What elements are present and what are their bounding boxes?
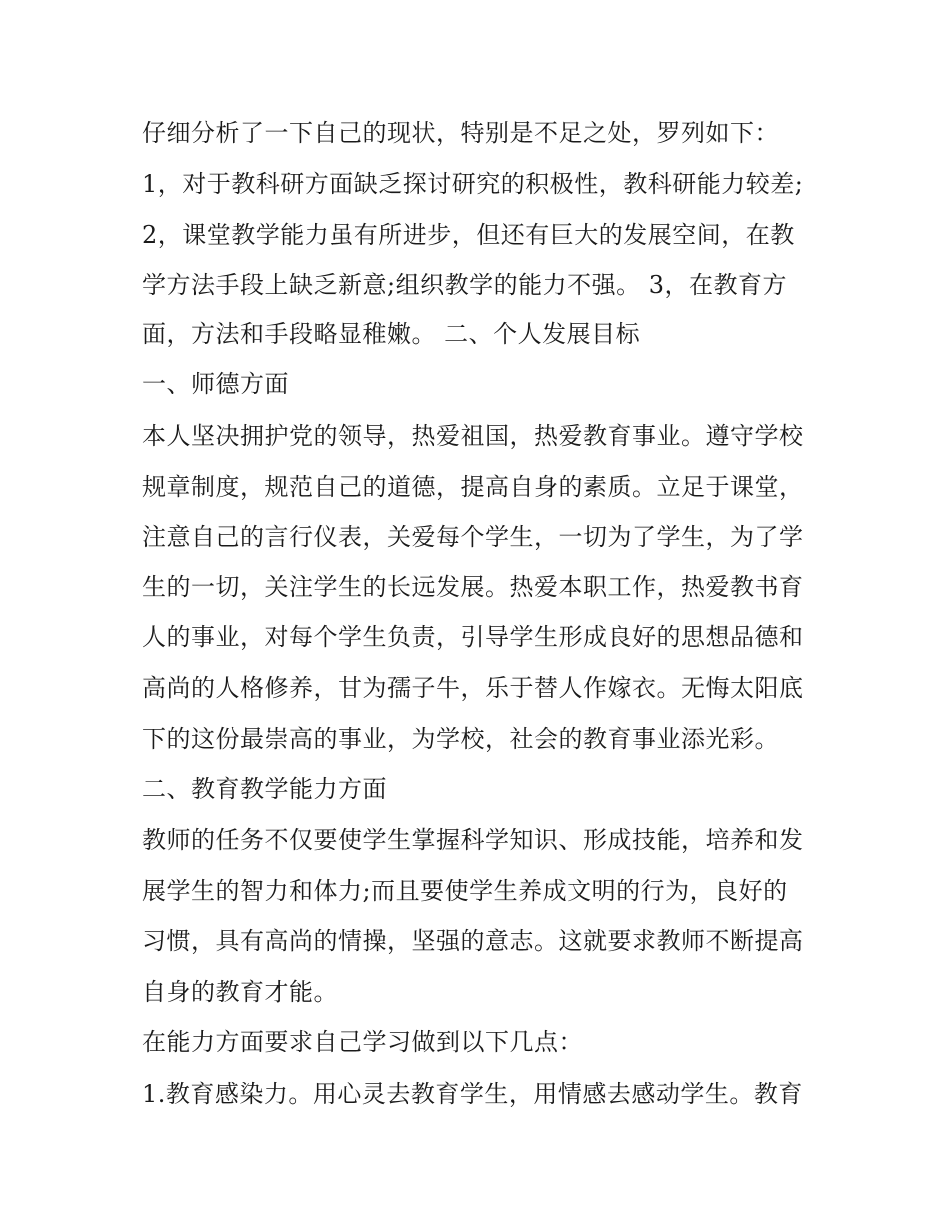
text-line: 习惯，具有高尚的情操，坚强的意志。这就要求教师不断提高 [142,927,804,955]
text-line: 人的事业，对每个学生负责，引导学生形成良好的思想品德和 [142,623,804,651]
text-line: 1.教育感染力。用心灵去教育学生，用情感去感动学生。教育 [142,1080,803,1108]
text-line: 展学生的智力和体力;而且要使学生养成文明的行为，良好的 [142,877,788,905]
text-line: 学方法手段上缺乏新意;组织教学的能力不强。 3，在教育方 [142,271,787,299]
section-heading: 一、师德方面 [142,370,289,398]
text-line: 面，方法和手段略显稚嫩。 二、个人发展目标 [142,320,641,348]
text-line: 高尚的人格修养，甘为孺子牛，乐于替人作嫁衣。无悔太阳底 [142,674,804,702]
text-line: 生的一切，关注学生的长远发展。热爱本职工作，热爱教书育 [142,573,804,601]
text-line: 注意自己的言行仪表，关爱每个学生，一切为了学生，为了学 [142,523,804,551]
text-line: 1，对于教科研方面缺乏探讨研究的积极性，教科研能力较差; [142,170,804,198]
text-line: 在能力方面要求自己学习做到以下几点： [142,1028,583,1056]
text-line: 教师的任务不仅要使学生掌握科学知识、形成技能，培养和发 [142,826,804,854]
text-line: 2，课堂教学能力虽有所进步，但还有巨大的发展空间，在教 [142,221,795,249]
text-line: 本人坚决拥护党的领导，热爱祖国，热爱教育事业。遵守学校 [142,422,804,450]
text-line: 规章制度，规范自己的道德，提高自身的素质。立足于课堂， [142,473,804,501]
text-line: 下的这份最崇高的事业，为学校，社会的教育事业添光彩。 [142,725,779,753]
text-line: 仔细分析了一下自己的现状，特别是不足之处，罗列如下： [142,119,779,147]
section-heading: 二、教育教学能力方面 [142,775,387,803]
text-line: 自身的教育才能。 [142,978,338,1006]
